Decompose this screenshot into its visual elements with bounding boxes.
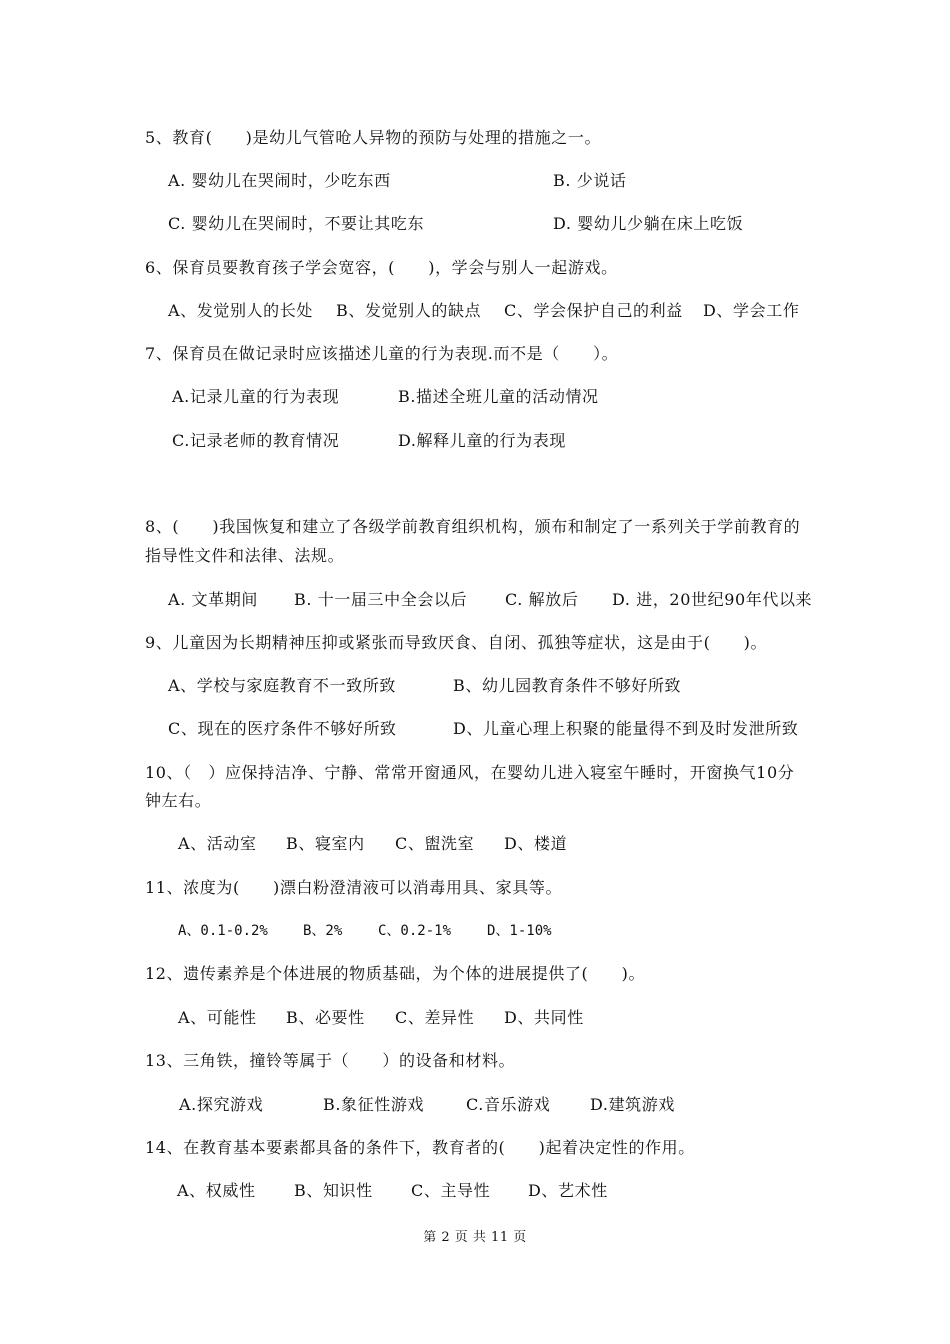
- question-8-option-d: D. 进，20世纪90年代以来: [612, 590, 813, 609]
- question-5-stem: 5、教育( )是幼儿气管呛人异物的预防与处理的措施之一。: [145, 128, 602, 147]
- question-5-option-a: A. 婴幼儿在哭闹时，少吃东西: [168, 171, 391, 190]
- question-13-option-b: B.象征性游戏: [323, 1095, 425, 1114]
- question-6-stem: 6、保育员要教育孩子学会宽容，( )，学会与别人一起游戏。: [145, 258, 618, 277]
- question-8-stem-line-1: 8、( )我国恢复和建立了各级学前教育组织机构，颁布和制定了一系列关于学前教育的: [145, 517, 801, 536]
- page-footer: 第 2 页 共 11 页: [423, 1230, 527, 1245]
- question-9-option-c: C、现在的医疗条件不够好所致: [168, 719, 397, 738]
- question-11-stem: 11、浓度为( )漂白粉澄清液可以消毒用具、家具等。: [145, 878, 563, 897]
- question-9-option-a: A、学校与家庭教育不一致所致: [168, 676, 396, 695]
- question-12-option-a: A、可能性: [178, 1008, 257, 1027]
- question-14-option-a: A、权威性: [177, 1181, 256, 1200]
- question-5-option-b: B. 少说话: [553, 171, 627, 190]
- question-7-stem: 7、保育员在做记录时应该描述儿童的行为表现.而不是（ ）。: [145, 344, 619, 363]
- question-7-option-c: C.记录老师的教育情况: [172, 431, 340, 450]
- question-13-stem: 13、三角铁，撞铃等属于（ ）的设备和材料。: [145, 1051, 516, 1070]
- question-8-stem-line-2: 指导性文件和法律、法规。: [145, 546, 345, 565]
- question-5-option-d: D. 婴幼儿少躺在床上吃饭: [553, 214, 744, 233]
- question-9-option-b: B、幼儿园教育条件不够好所致: [453, 676, 682, 695]
- question-14-option-c: C、主导性: [411, 1181, 491, 1200]
- question-12-stem: 12、遗传素养是个体进展的物质基础，为个体的进展提供了( )。: [145, 964, 646, 983]
- question-10-stem-line-1: 10、（ ）应保持洁净、宁静、常常开窗通风，在婴幼儿进入寝室午睡时，开窗换气10分: [145, 763, 795, 782]
- question-10-stem-line-2: 钟左右。: [145, 791, 212, 810]
- question-8-option-b: B. 十一届三中全会以后: [294, 590, 468, 609]
- question-8-option-c: C. 解放后: [505, 590, 579, 609]
- question-11-option-c: C、0.2-1%: [378, 923, 452, 939]
- question-10-option-a: A、活动室: [178, 834, 257, 853]
- question-9-option-d: D、儿童心理上积聚的能量得不到及时发泄所致: [453, 719, 799, 738]
- question-11-option-a: A、0.1-0.2%: [178, 923, 268, 939]
- question-10-option-b: B、寝室内: [286, 834, 365, 853]
- question-13-option-a: A.探究游戏: [179, 1095, 264, 1114]
- question-5-option-c: C. 婴幼儿在哭闹时，不要让其吃东: [168, 214, 425, 233]
- question-11-option-b: B、2%: [303, 923, 343, 939]
- question-7-option-b: B.描述全班儿童的活动情况: [398, 387, 599, 406]
- question-14-option-d: D、艺术性: [528, 1181, 608, 1200]
- question-6-option-b: B、发觉别人的缺点: [336, 301, 482, 320]
- question-11-option-d: D、1-10%: [487, 923, 552, 939]
- question-12-option-c: C、差异性: [395, 1008, 475, 1027]
- question-7-option-d: D.解释儿童的行为表现: [398, 431, 566, 450]
- question-12-option-d: D、共同性: [504, 1008, 584, 1027]
- question-6-option-d: D、学会工作: [703, 301, 800, 320]
- question-14-stem: 14、在教育基本要素都具备的条件下，教育者的( )起着决定性的作用。: [145, 1138, 695, 1157]
- question-12-option-b: B、必要性: [286, 1008, 365, 1027]
- question-10-option-c: C、盥洗室: [395, 834, 475, 853]
- question-14-option-b: B、知识性: [294, 1181, 373, 1200]
- question-10-option-d: D、楼道: [504, 834, 568, 853]
- question-13-option-d: D.建筑游戏: [590, 1095, 675, 1114]
- question-7-option-a: A.记录儿童的行为表现: [172, 387, 340, 406]
- question-8-option-a: A. 文革期间: [168, 590, 258, 609]
- question-6-option-a: A、发觉别人的长处: [168, 301, 313, 320]
- question-13-option-c: C.音乐游戏: [466, 1095, 551, 1114]
- question-9-stem: 9、儿童因为长期精神压抑或紧张而导致厌食、自闭、孤独等症状，这是由于( )。: [145, 633, 768, 652]
- question-6-option-c: C、学会保护自己的利益: [504, 301, 683, 320]
